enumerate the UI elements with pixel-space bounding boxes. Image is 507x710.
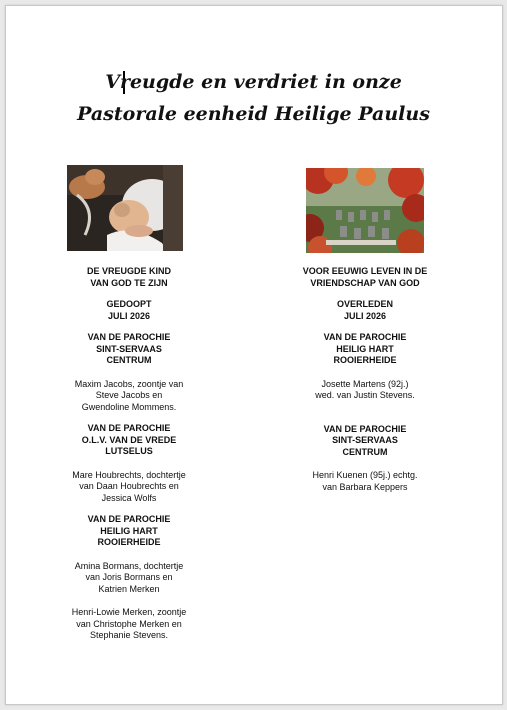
- parish-heading: VAN DE PAROCHIE SINT-SERVAAS CENTRUM: [323, 423, 407, 457]
- deaths-heading: VOOR EEUWIG LEVEN IN DE VRIENDSCHAP VAN GOD: [302, 266, 428, 288]
- baptisms-heading: DE VREUGDE KIND VAN GOD TE ZIJN: [86, 266, 171, 288]
- parish-heading: VAN DE PAROCHIE O.L.V. VAN DE VREDE LUTSELUS: [81, 423, 177, 456]
- page-title-line1: Vreugde en verdriet in onze: [105, 71, 402, 93]
- baptism-entry: Maxim Jacobs, zoontje van Steve Jacobs en Gwendoline Mommens.: [74, 378, 184, 412]
- parish-heading: VAN DE PAROCHIE SINT-SERVAAS CENTRUM: [87, 332, 171, 365]
- death-entry: Henri Kuenen (95j.) echtg. van Barbara Keppers: [312, 470, 418, 492]
- baptism-photo: [67, 165, 183, 251]
- baptisms-column: [52, 266, 206, 642]
- cemetery-photo: [306, 168, 424, 253]
- deaths-column: [288, 266, 442, 493]
- parish-heading: VAN DE PAROCHIE HEILIG HART ROOIERHEIDE: [87, 514, 171, 547]
- cemetery-photo-graphic: [306, 168, 424, 253]
- baptisms-event-date: GEDOOPT JULI 2026: [106, 299, 152, 321]
- baptism-entry: Mare Houbrechts, dochtertje van Daan Houbrechts en Jessica Wolfs: [72, 469, 186, 503]
- baptism-photo-graphic: [67, 165, 183, 251]
- parish-heading: VAN DE PAROCHIE HEILIG HART ROOIERHEIDE: [323, 332, 407, 365]
- deaths-event-date: OVERLEDEN JULI 2026: [336, 299, 393, 321]
- baptism-entry: Henri-Lowie Merken, zoontje van Christophe Merken en Stephanie Stevens.: [71, 607, 187, 640]
- death-entry: Josette Martens (92j.) wed. van Justin Stevens.: [315, 378, 415, 400]
- baptism-entry: Amina Bormans, dochtertje van Joris Bormans en Katrien Merken: [74, 560, 184, 594]
- page-title-line2: Pastorale eenheid Heilige Paulus: [77, 103, 430, 125]
